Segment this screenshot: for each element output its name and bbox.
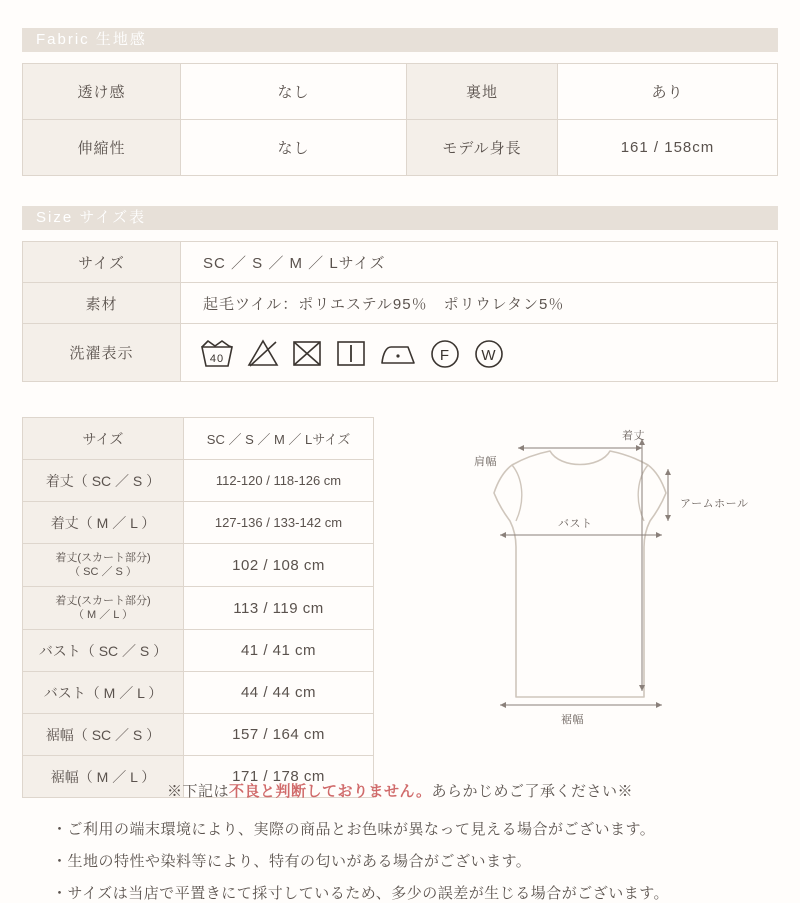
meas-label-bust-sc-s: バスト（ SC ／ S ） bbox=[23, 630, 184, 672]
notice-item: ・サイズは当店で平置きにて採寸しているため、多少の誤差が生じる場合がございます。 bbox=[52, 885, 670, 902]
fabric-label-sheerness: 透け感 bbox=[23, 64, 181, 120]
meas-value-skirt-length-m-l: 113 / 119 cm bbox=[184, 587, 374, 630]
svg-text:W: W bbox=[481, 346, 497, 364]
fabric-label-model-height: モデル身長 bbox=[407, 120, 558, 176]
table-row bbox=[23, 587, 374, 630]
table-row bbox=[23, 714, 374, 756]
meas-value-length-sc-s: 112-120 / 118-126 cm bbox=[184, 460, 374, 502]
table-row bbox=[23, 502, 374, 544]
meas-label-bust-m-l: バスト（ M ／ L ） bbox=[23, 672, 184, 714]
meas-value-hem-sc-s: 157 / 164 cm bbox=[184, 714, 374, 756]
svg-text:40: 40 bbox=[209, 352, 225, 365]
notice-item: ・生地の特性や染料等により、特有の匂いがある場合がございます。 bbox=[52, 853, 532, 870]
section-header-fabric: Fabric 生地感 bbox=[22, 28, 778, 52]
section-header-size: Size サイズ表 bbox=[22, 206, 778, 230]
meas-header-label: サイズ bbox=[23, 418, 184, 460]
meas-label-line1: 着丈(スカート部分) bbox=[55, 595, 151, 607]
notice-title bbox=[0, 780, 800, 801]
meas-value-skirt-length-sc-s: 102 / 108 cm bbox=[184, 544, 374, 587]
dry-clean-f-icon bbox=[428, 337, 462, 369]
diagram-label-hem: 裾幅 bbox=[561, 714, 584, 726]
notice-item: ・ご利用の端末環境により、実際の商品とお色味が異なって見える場合がございます。 bbox=[52, 821, 656, 838]
table-row bbox=[23, 630, 374, 672]
svg-text:F: F bbox=[439, 346, 451, 364]
meas-label-skirt-length-m-l bbox=[23, 587, 184, 630]
table-row bbox=[23, 64, 778, 120]
table-row bbox=[23, 283, 778, 324]
size-value-size: SC ／ S ／ M ／ Lサイズ bbox=[181, 242, 778, 283]
size-table bbox=[22, 241, 778, 382]
meas-label-line2: （ M ／ L ） bbox=[72, 609, 134, 621]
fabric-value-stretch: なし bbox=[181, 120, 407, 176]
fabric-value-model-height: 161 / 158cm bbox=[558, 120, 778, 176]
table-row bbox=[23, 460, 374, 502]
iron-low-icon bbox=[378, 337, 418, 369]
garment-outline-svg bbox=[400, 417, 790, 747]
size-label-care: 洗濯表示 bbox=[23, 324, 181, 382]
measurement-table bbox=[22, 417, 374, 798]
table-row bbox=[23, 120, 778, 176]
size-label-size: サイズ bbox=[23, 242, 181, 283]
table-row bbox=[23, 544, 374, 587]
fabric-table bbox=[22, 63, 778, 176]
meas-label-length-sc-s: 着丈（ SC ／ S ） bbox=[23, 460, 184, 502]
diagram-label-length: 着丈 bbox=[622, 430, 645, 442]
wet-clean-w-icon bbox=[472, 337, 506, 369]
wash-40-icon bbox=[198, 337, 236, 369]
notice-title-suffix: あらかじめご了承ください※ bbox=[431, 783, 633, 800]
meas-label-length-m-l: 着丈（ M ／ L ） bbox=[23, 502, 184, 544]
no-tumble-dry-icon bbox=[290, 337, 324, 369]
notice-title-highlight: 不良と判断しておりません。 bbox=[229, 783, 432, 800]
meas-value-length-m-l: 127-136 / 133-142 cm bbox=[184, 502, 374, 544]
garment-diagram bbox=[400, 417, 790, 747]
meas-value-bust-sc-s: 41 / 41 cm bbox=[184, 630, 374, 672]
care-symbol-list bbox=[182, 337, 776, 369]
meas-label-hem-m-l: 裾幅（ M ／ L ） bbox=[23, 756, 184, 798]
diagram-label-shoulder: 肩幅 bbox=[474, 456, 497, 468]
meas-label-skirt-length-sc-s bbox=[23, 544, 184, 587]
meas-label-hem-sc-s: 裾幅（ SC ／ S ） bbox=[23, 714, 184, 756]
meas-value-hem-m-l: 171 / 178 cm bbox=[184, 756, 374, 798]
diagram-label-bust: バスト bbox=[558, 518, 593, 530]
fabric-value-lining: あり bbox=[558, 64, 778, 120]
table-row bbox=[23, 418, 374, 460]
notice-title-prefix: ※下記は bbox=[167, 783, 230, 800]
drip-dry-line-icon bbox=[334, 337, 368, 369]
table-row bbox=[23, 324, 778, 382]
size-label-material: 素材 bbox=[23, 283, 181, 324]
fabric-value-sheerness: なし bbox=[181, 64, 407, 120]
care-symbols-cell bbox=[181, 324, 778, 382]
diagram-label-armhole: アームホール bbox=[680, 498, 749, 510]
fabric-label-stretch: 伸縮性 bbox=[23, 120, 181, 176]
meas-header-value: SC ／ S ／ M ／ Lサイズ bbox=[184, 418, 374, 460]
size-value-material: 起毛ツイル：ポリエステル95％ ポリウレタン5％ bbox=[181, 283, 778, 324]
table-row bbox=[23, 242, 778, 283]
meas-label-line2: （ SC ／ S ） bbox=[69, 566, 137, 578]
table-row bbox=[23, 672, 374, 714]
meas-label-line1: 着丈(スカート部分) bbox=[55, 552, 151, 564]
no-bleach-icon bbox=[246, 337, 280, 369]
meas-value-bust-m-l: 44 / 44 cm bbox=[184, 672, 374, 714]
fabric-label-lining: 裏地 bbox=[407, 64, 558, 120]
